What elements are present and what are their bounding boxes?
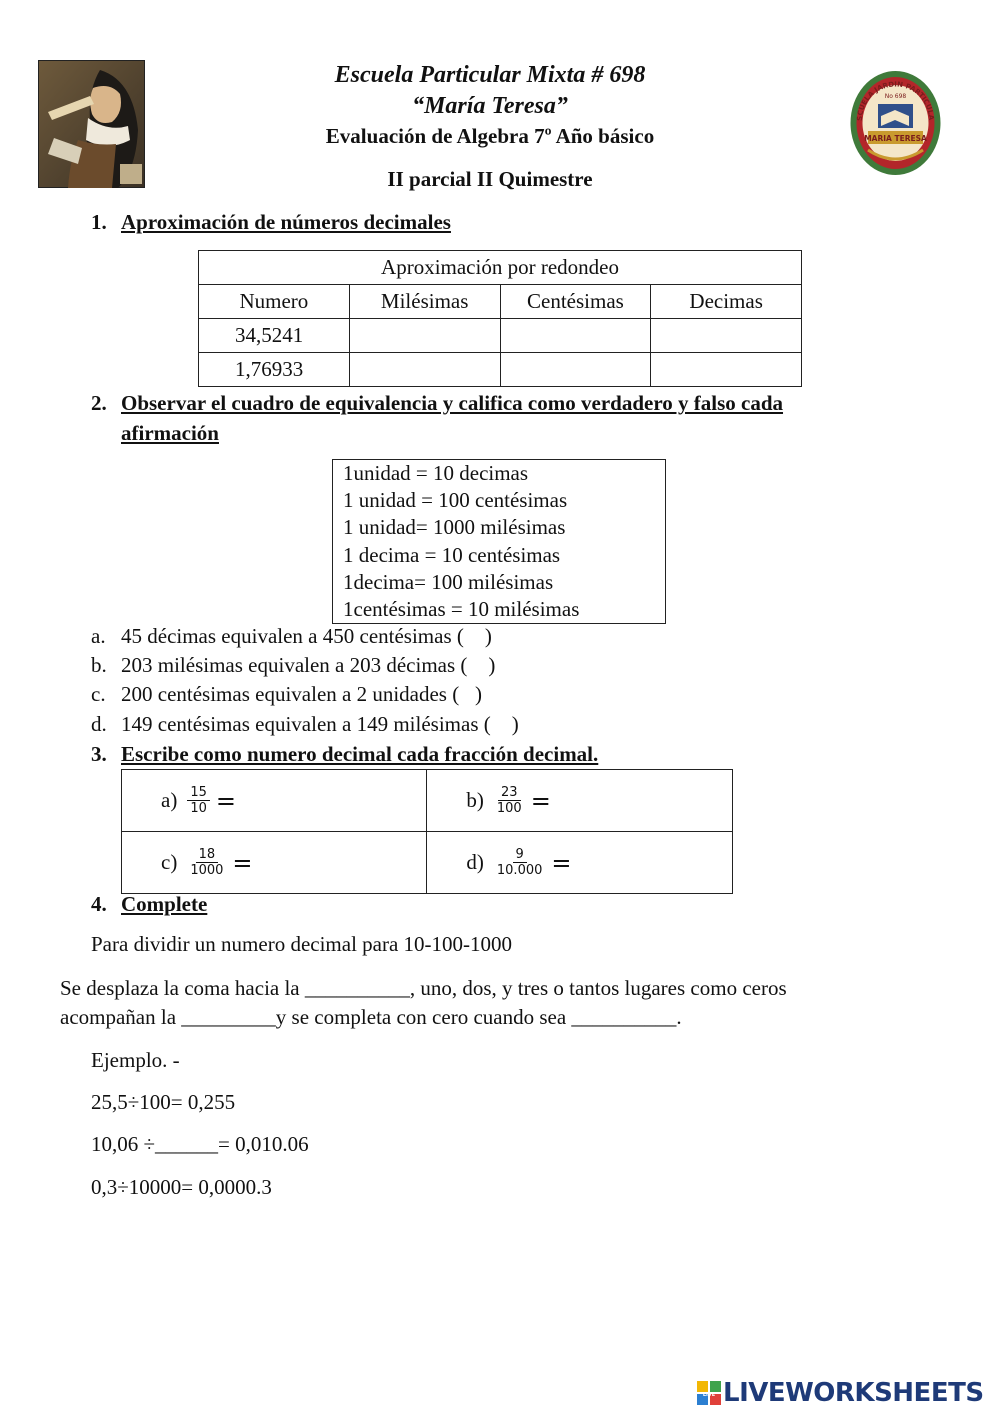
fraction-numerator: 18 (196, 847, 219, 863)
section-1-heading (91, 207, 891, 237)
section-2-number: 2. (91, 391, 107, 415)
section-4-number: 4. (91, 892, 107, 916)
section-4-paragraph (60, 974, 960, 1032)
fraction (187, 785, 210, 816)
fraction-numerator: 15 (187, 785, 210, 801)
section-3-heading (91, 739, 891, 769)
item-label: a. (91, 624, 106, 648)
fraction-cell-c[interactable] (122, 832, 427, 894)
rounding-table (198, 250, 802, 387)
fraction-numerator: 23 (498, 785, 521, 801)
paragraph-line-1[interactable]: Se desplaza la coma hacia la __________, uno, dos, y tres o tantos lugares como ceros (60, 976, 787, 1000)
equals-sign: = (215, 786, 236, 815)
liveworksheets-logo (697, 1378, 997, 1408)
fraction-cell-a[interactable] (122, 770, 427, 832)
school-seal-logo (848, 68, 943, 178)
fraction-label: b) (466, 788, 484, 812)
exam-title: Evaluación de Algebra 7º Año básico (325, 124, 655, 148)
equals-sign: = (551, 848, 572, 877)
fraction (494, 785, 525, 816)
equivalence-line: 1centésimas = 10 milésimas (343, 597, 580, 622)
number-cell: 1,76933 (199, 353, 350, 387)
fraction-label: d) (466, 850, 484, 874)
liveworksheets-badge-icon (697, 1381, 721, 1405)
fraction-table (121, 769, 733, 894)
equivalence-line: 1 unidad= 1000 milésimas (343, 515, 566, 540)
fraction (494, 847, 546, 878)
table-row (122, 770, 733, 832)
item-text: 203 milésimas equivalen a 203 décimas ( ) (121, 653, 496, 677)
example-label: Ejemplo. - (91, 1048, 180, 1072)
liveworksheets-brand: LIVEWORKSHEETS (723, 1378, 984, 1408)
table-row (199, 319, 802, 353)
equals-sign: = (232, 848, 253, 877)
fraction-cell-d[interactable] (427, 832, 733, 894)
rounding-table-header: Milésimas (349, 285, 500, 319)
fraction-label: c) (161, 850, 178, 874)
rounding-table-caption: Aproximación por redondeo (199, 251, 802, 285)
rounding-table-header: Centésimas (500, 285, 651, 319)
school-name: Escuela Particular Mixta # 698 (334, 62, 646, 88)
fraction-denominator: 10 (190, 801, 207, 816)
example-line: 0,3÷10000= 0,0000.3 (91, 1175, 272, 1199)
section-3-title: Escribe como numero decimal cada fracción decimal. (121, 742, 599, 766)
section-4-intro: Para dividir un numero decimal para 10-100-1000 (91, 932, 513, 956)
fraction-denominator: 10.000 (496, 863, 543, 878)
equivalence-line: 1decima= 100 milésimas (343, 569, 554, 594)
equals-sign: = (530, 786, 551, 815)
answer-cell-centesimas[interactable] (500, 353, 651, 387)
section-1-number: 1. (91, 210, 107, 234)
item-label: c. (91, 682, 106, 706)
equivalence-box (332, 459, 666, 624)
table-row (199, 353, 802, 387)
fraction-label: a) (161, 788, 178, 812)
section-4-title: Complete (121, 892, 208, 916)
answer-cell-milesimas[interactable] (349, 353, 500, 387)
answer-cell-milesimas[interactable] (349, 319, 500, 353)
item-text: 200 centésimas equivalen a 2 unidades ( ) (121, 682, 482, 706)
section-2-title-line2: afirmación (121, 421, 219, 445)
number-cell: 34,5241 (199, 319, 350, 353)
seal-top-text: SCUELA JARDIN PARTICULA (855, 80, 936, 122)
item-text: 45 décimas equivalen a 450 centésimas ( ) (121, 624, 492, 648)
item-text: 149 centésimas equivalen a 149 milésimas ( ) (121, 712, 519, 736)
section-3-number: 3. (91, 742, 107, 766)
answer-cell-decimas[interactable] (651, 319, 802, 353)
equivalence-line: 1 decima = 10 centésimas (343, 542, 561, 567)
true-false-item-d[interactable] (91, 710, 691, 740)
rounding-table-header: Numero (199, 285, 350, 319)
section-4-heading (91, 889, 891, 919)
seal-bottom-text: MARIA TERESA (864, 134, 927, 143)
item-label: b. (91, 653, 107, 677)
liveworksheets-badge-text: LIVE (702, 1392, 716, 1398)
fraction-numerator: 9 (513, 847, 527, 863)
section-2-title-line1: Observar el cuadro de equivalencia y califica como verdadero y falso cada (121, 391, 784, 415)
seal-number: No 698 (884, 93, 907, 100)
school-subtitle: “María Teresa” (412, 93, 568, 119)
saint-portrait-image (38, 60, 145, 188)
answer-cell-centesimas[interactable] (500, 319, 651, 353)
section-2-heading (91, 388, 891, 448)
true-false-item-c[interactable] (91, 680, 691, 710)
exam-period: II parcial II Quimestre (387, 167, 593, 191)
rounding-table-header: Decimas (651, 285, 802, 319)
fraction-cell-b[interactable] (427, 770, 733, 832)
paragraph-line-2[interactable]: acompañan la _________y se completa con cero cuando sea __________. (60, 1005, 682, 1029)
equivalence-line: 1 unidad = 100 centésimas (343, 488, 568, 513)
true-false-item-b[interactable] (91, 651, 691, 681)
equivalence-line: 1unidad = 10 decimas (343, 461, 529, 485)
example-line[interactable]: 10,06 ÷______= 0,010.06 (91, 1132, 309, 1156)
example-line: 25,5÷100= 0,255 (91, 1090, 236, 1114)
table-row (122, 832, 733, 894)
true-false-item-a[interactable] (91, 622, 691, 652)
fraction (187, 847, 226, 878)
section-1-title: Aproximación de números decimales (121, 210, 451, 234)
item-label: d. (91, 712, 107, 736)
answer-cell-decimas[interactable] (651, 353, 802, 387)
fraction-denominator: 100 (496, 801, 522, 816)
fraction-denominator: 1000 (190, 863, 224, 878)
